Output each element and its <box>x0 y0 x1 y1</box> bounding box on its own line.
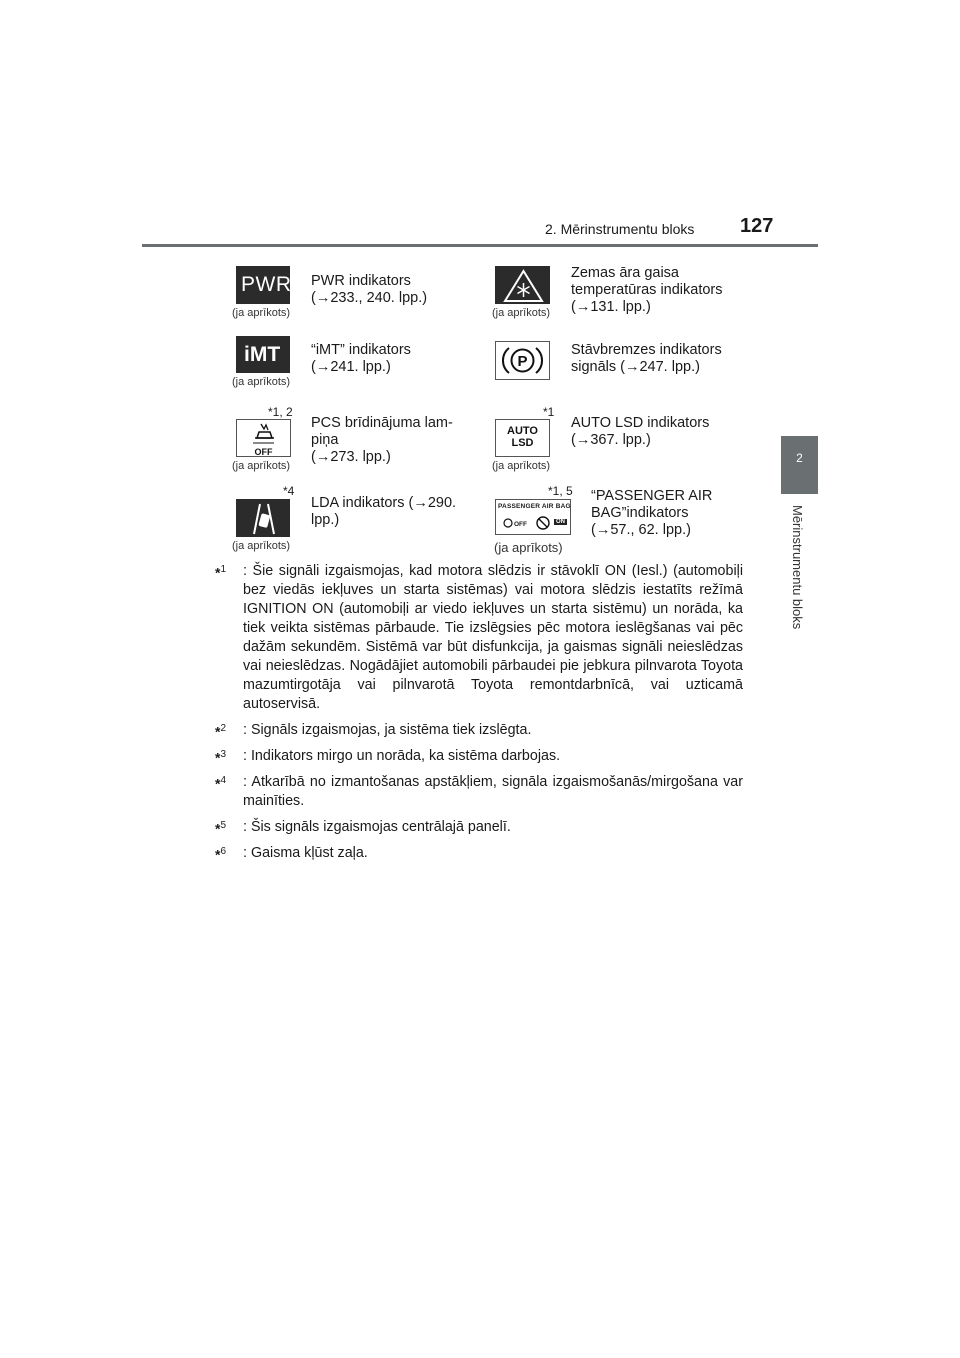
footnote-mark: *$^6$ <box>215 846 227 863</box>
indicator-description: PCS brīdinājuma lam- piņa (→273. lpp.) <box>311 415 453 465</box>
indicator-description: Zemas āra gaisa temperatūras indikators (→131. lpp.) <box>571 265 723 315</box>
footnote: *$^5$ : Šis signāls izgaismojas centrālajā panelī. <box>215 818 743 837</box>
equipment-note: (ja aprīkots) <box>232 376 291 388</box>
footnote: *$^6$ : Gaisma kļūst zaļa. <box>215 844 743 863</box>
footnote-mark: *$^4$ <box>215 775 227 792</box>
footnote-mark: *$^2$ <box>215 723 227 740</box>
equipment-note: (ja aprīkots) <box>232 540 291 552</box>
footnote-ref: *4 <box>283 484 295 498</box>
footnote: *$^2$ : Signāls izgaismojas, ja sistēma tiek izslēgta. <box>215 721 743 740</box>
footnote-ref: *1, 5 <box>548 484 573 498</box>
svg-text:P: P <box>517 353 528 370</box>
indicator-description: Stāvbremzes indikators signāls (→247. lpp.) <box>571 342 722 375</box>
footnote-mark: *$^5$ <box>215 820 227 837</box>
chapter-side-label: Mērinstrumentu bloks <box>790 505 805 630</box>
footnote-mark: *$^3$ <box>215 749 227 766</box>
chapter-tab <box>781 436 818 494</box>
parking-brake-icon <box>495 341 550 380</box>
equipment-note: (ja aprīkots) <box>492 460 551 472</box>
indicator-description: AUTO LSD indikators (→367. lpp.) <box>571 415 710 448</box>
footnote-ref: *1, 2 <box>268 405 293 419</box>
section-title: 2. Mērinstrumentu bloks <box>545 221 695 237</box>
equipment-note: (ja aprīkots) <box>494 540 563 555</box>
header-divider <box>142 244 818 247</box>
auto-lsd-icon: AUTO LSD <box>495 419 550 457</box>
indicator-description: PWR indikators (→233., 240. lpp.) <box>311 273 428 306</box>
page-number: 127 <box>740 215 774 237</box>
imt-icon: iMT <box>236 336 290 373</box>
equipment-note: (ja aprīkots) <box>232 307 291 319</box>
indicator-description: “iMT” indikators (→241. lpp.) <box>311 342 411 375</box>
footnote: *$^4$ : Atkarībā no izmantošanas apstākļiem, signāla izgaismošanās/mirgošana var mainīties. <box>215 773 743 811</box>
pcs-off-icon: OFF <box>236 419 291 457</box>
equipment-note: (ja aprīkots) <box>232 460 291 472</box>
pwr-icon: PWR <box>236 266 290 304</box>
indicator-description: LDA indikators (→290. lpp.) <box>311 495 457 528</box>
footnote-mark: *$^1$ <box>215 564 227 581</box>
passenger-airbag-icon: PASSENGER AIR BAG OFF ON <box>495 499 571 535</box>
chapter-tab-number: 2 <box>796 451 803 465</box>
indicator-description: “PASSENGER AIR BAG”indikators (→57., 62. lpp.) <box>591 488 713 538</box>
footnote: *$^3$ : Indikators mirgo un norāda, ka sistēma darbojas. <box>215 747 743 766</box>
lda-icon <box>236 499 290 537</box>
equipment-note: (ja aprīkots) <box>492 307 551 319</box>
ice-warning-icon <box>495 266 550 304</box>
footnote: *$^1$ : Šie signāli izgaismojas, kad motora slēdzis ir stāvoklī ON (Iesl.) (automobiļi bez viedās iekļuves un starta sistēmas) vai motora slēdzis iestatīts režīmā IGNITION ON (automobiļi ar viedo iekļuves un starta sistēmu) un norāda, ka tiek veikta sistēmas pārbaude. Tie izslēgsies pēc motora ieslēgšanas vai pēc dažām sekundēm. Sistēmā var būt disfunkcija, ja gaismas signāli neieslēdzas vai neieslēdzas. Nogādājiet automobili pārbaudei pie jebkura pilnvarota Toyota mazumtirgotāja vai pilnvarotā Toyota remontdarbnīcā, vai uzticamā autoservisā. <box>215 562 743 714</box>
footnotes <box>215 562 743 870</box>
footnote-ref: *1 <box>543 405 555 419</box>
